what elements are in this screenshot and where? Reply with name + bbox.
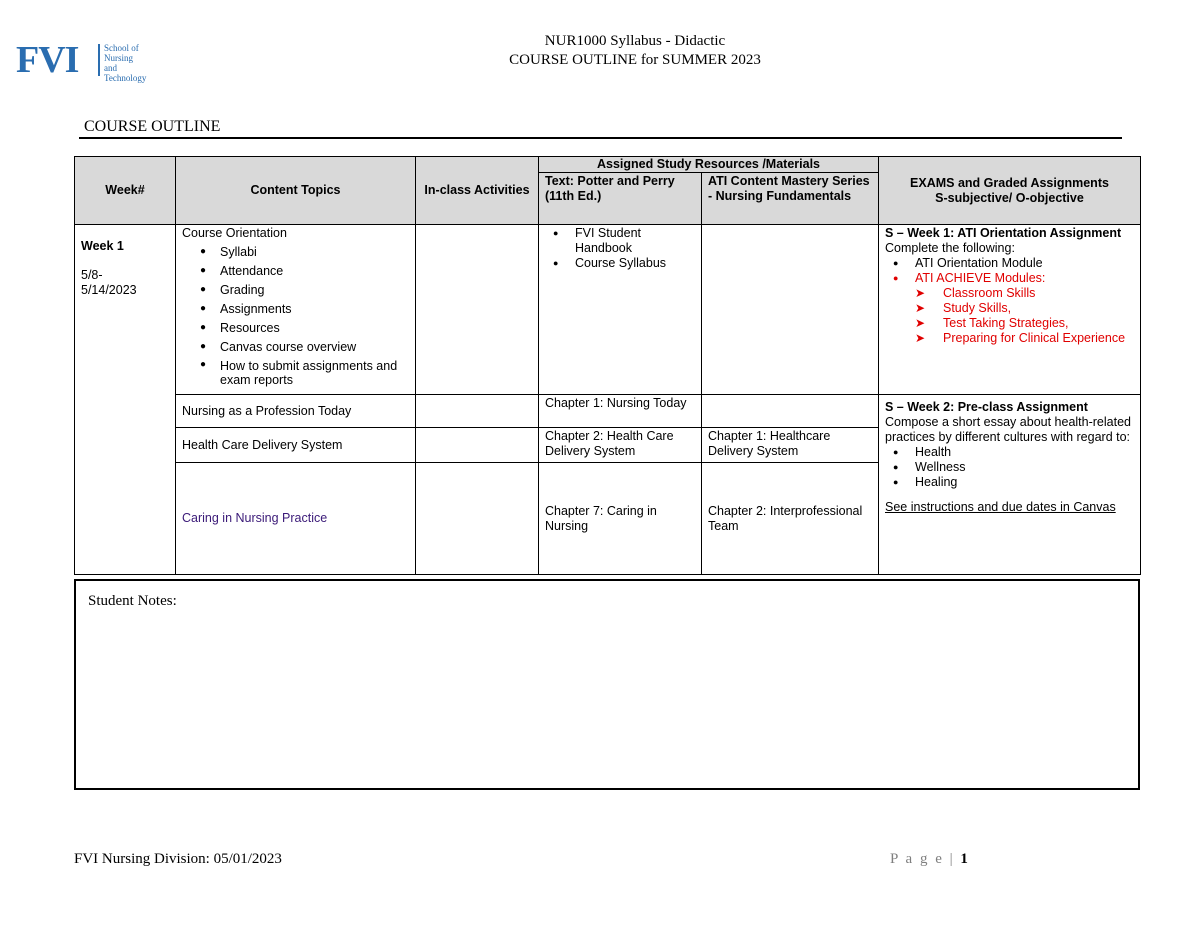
assignment-text: Compose a short essay about health-related practices by different cultures with regard to: [885, 415, 1131, 444]
module-item: ➤ Test Taking Strategies, [915, 316, 1134, 331]
footer-division: FVI Nursing Division: 05/01/2023 [74, 851, 282, 867]
list-item: ● Course Syllabus [553, 256, 695, 271]
text-cell: Chapter 1: Nursing Today [539, 395, 702, 428]
fvi-logo [16, 39, 147, 83]
table-header-row [75, 157, 1141, 173]
list-item: ● How to submit assignments and exam reports [200, 359, 409, 387]
col-header-week: Week# [75, 157, 176, 225]
logo-line: School of [104, 43, 139, 53]
list-item: ● ATI ACHIEVE Modules: [893, 271, 1134, 286]
week-dates: 5/8-5/14/2023 [81, 268, 137, 297]
list-item: ● Wellness [893, 460, 1134, 475]
inclass-cell [416, 395, 539, 428]
content-topic: Nursing as a Profession Today [176, 395, 416, 428]
logo-line: Nursing and [104, 53, 133, 73]
content-topics-cell [176, 225, 416, 395]
list-item: ● Assignments [200, 302, 409, 317]
footer-page [890, 851, 968, 868]
col-header-ati: ATI Content Mastery Series - Nursing Fundamentals [702, 173, 879, 225]
col-header-resources: Assigned Study Resources /Materials [539, 157, 879, 173]
list-item: ● Grading [200, 283, 409, 298]
list-item: ● Canvas course overview [200, 340, 409, 355]
canvas-instructions-link[interactable]: See instructions and due dates in Canvas [885, 500, 1116, 514]
exam-assignment-2 [879, 395, 1141, 575]
logo-text [104, 43, 146, 83]
table-row [75, 395, 1141, 428]
ati-cell [702, 395, 879, 428]
page-label: P a g e | [890, 851, 955, 867]
list-item: ● FVI Student Handbook [553, 226, 695, 256]
list-item: ● Resources [200, 321, 409, 336]
logo-line: Technology [104, 73, 147, 83]
content-topic: Caring in Nursing Practice [176, 463, 416, 575]
student-notes-box[interactable] [74, 579, 1140, 790]
exams-header-line1: EXAMS and Graded Assignments [910, 175, 1109, 190]
assignment-title: S – Week 2: Pre-class Assignment [885, 400, 1088, 414]
text-cell: Chapter 2: Health Care Delivery System [539, 428, 702, 463]
header-subtitle: COURSE OUTLINE for SUMMER 2023 [509, 52, 761, 68]
assignment-title: S – Week 1: ATI Orientation Assignment [885, 226, 1122, 240]
course-outline-table [74, 156, 1141, 575]
inclass-cell [416, 463, 539, 575]
assignment-intro: Complete the following: [885, 241, 1015, 255]
list-item: ● Syllabi [200, 245, 409, 260]
exams-header-line2: S-subjective/ O-objective [935, 190, 1084, 205]
header-title: NUR1000 Syllabus - Didactic [544, 33, 726, 49]
list-item: ● Health [893, 445, 1134, 460]
ati-cell [702, 225, 879, 395]
content-topic: Health Care Delivery System [176, 428, 416, 463]
col-header-content: Content Topics [176, 157, 416, 225]
logo-mark: FVI [16, 39, 79, 81]
list-item: ● Attendance [200, 264, 409, 279]
module-item: ➤ Study Skills, [915, 301, 1134, 316]
logo-divider [98, 44, 100, 76]
week-cell [75, 225, 176, 575]
col-header-text: Text: Potter and Perry (11th Ed.) [539, 173, 702, 225]
list-item: ● ATI Orientation Module [893, 256, 1134, 271]
page-number: 1 [960, 851, 968, 867]
col-header-inclass: In-class Activities [416, 157, 539, 225]
student-notes-label: Student Notes: [88, 593, 177, 609]
ati-cell: Chapter 1: Healthcare Delivery System [702, 428, 879, 463]
section-title: COURSE OUTLINE [84, 118, 221, 135]
module-item: ➤ Preparing for Clinical Experience [915, 331, 1134, 346]
week-label: Week 1 [81, 239, 124, 253]
text-cell: Chapter 7: Caring in Nursing [539, 463, 702, 575]
module-item: ➤ Classroom Skills [915, 286, 1134, 301]
list-item: ● Healing [893, 475, 1134, 490]
section-rule [79, 137, 1122, 139]
inclass-cell [416, 225, 539, 395]
text-cell [539, 225, 702, 395]
inclass-cell [416, 428, 539, 463]
topic-title: Course Orientation [182, 226, 287, 240]
exam-assignment-1 [879, 225, 1141, 395]
table-row [75, 225, 1141, 395]
ati-cell: Chapter 2: Interprofessional Team [702, 463, 879, 575]
col-header-exams [879, 157, 1141, 225]
